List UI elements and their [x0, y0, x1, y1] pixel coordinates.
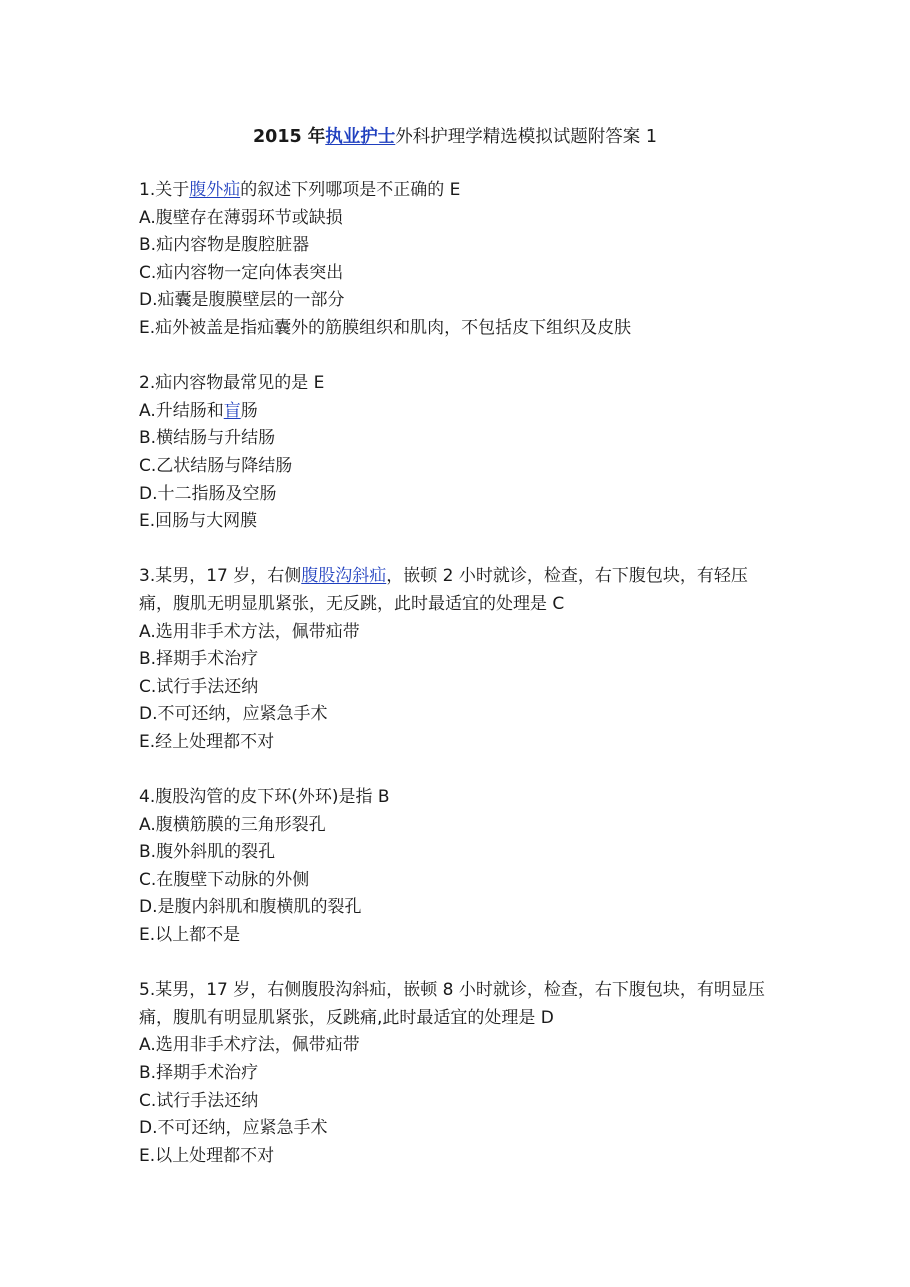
option-c: C.乙状结肠与降结肠	[139, 455, 293, 476]
option-c: C.在腹壁下动脉的外侧	[139, 869, 310, 890]
question-1-stem-post: 的叙述下列哪项是不正确的 E	[240, 180, 461, 200]
question-3-stem-post: ，嵌顿 2 小时就诊，检查，右下腹包块，有轻压痛，腹肌无明显肌紧张，无反跳，此时最适宜的处理是 C	[139, 566, 748, 614]
option-a	[139, 398, 779, 426]
question-5-stem: 5.某男，17 岁，右侧腹股沟斜疝，嵌顿 8 小时就诊，检查，右下腹包块，有明显压痛，腹肌有明显肌紧张，反跳痛,此时最适宜的处理是 D	[139, 980, 765, 1028]
option-e: E.回肠与大网膜	[139, 511, 258, 532]
option-b: B.横结肠与升结肠	[139, 428, 276, 449]
option-b: B.疝内容物是腹腔脏器	[139, 235, 310, 256]
option-d: D.不可还纳，应紧急手术	[139, 704, 328, 725]
option-a: A.腹横筋膜的三角形裂孔	[139, 814, 326, 835]
document-title	[0, 124, 910, 150]
option-d: D.是腹内斜肌和腹横肌的裂孔	[139, 897, 362, 918]
title-rest: 外科护理学精选模拟试题附答案 1	[395, 127, 657, 147]
option-d: D.不可还纳，应紧急手术	[139, 1118, 328, 1139]
question-1-stem	[139, 177, 779, 205]
question-4	[139, 784, 779, 950]
option-a: A.腹壁存在薄弱环节或缺损	[139, 207, 343, 228]
question-2-stem: 2.疝内容物最常见的是 E	[139, 373, 325, 394]
option-e: E.经上处理都不对	[139, 731, 275, 752]
option-b: B.择期手术治疗	[139, 649, 259, 670]
option-e: E.以上都不是	[139, 925, 241, 946]
option-a-post: 肠	[240, 400, 258, 421]
title-year: 2015 年	[252, 127, 326, 147]
option-d: D.十二指肠及空肠	[139, 483, 277, 504]
question-5	[139, 977, 779, 1170]
link-cecum[interactable]: 盲	[223, 400, 241, 421]
question-3	[139, 563, 779, 756]
link-abdominal-hernia[interactable]: 腹外疝	[189, 180, 241, 200]
option-b: B.腹外斜肌的裂孔	[139, 842, 276, 863]
option-a: A.选用非手术疗法，佩带疝带	[139, 1035, 360, 1056]
question-3-stem	[139, 563, 779, 618]
question-2	[139, 370, 779, 536]
option-d: D.疝囊是腹膜壁层的一部分	[139, 290, 345, 311]
option-a: A.选用非手术方法，佩带疝带	[139, 621, 360, 642]
option-c: C.疝内容物一定向体表突出	[139, 262, 344, 283]
option-e: E.以上处理都不对	[139, 1145, 275, 1166]
title-link-license-nurse[interactable]: 执业护士	[325, 127, 396, 147]
option-a-pre: A.升结肠和	[139, 400, 224, 421]
link-inguinal-hernia[interactable]: 腹股沟斜疝	[301, 566, 387, 587]
question-4-stem: 4.腹股沟管的皮下环(外环)是指 B	[139, 787, 390, 808]
question-list	[139, 177, 779, 1198]
question-3-stem-pre: 3.某男，17 岁，右侧	[139, 566, 302, 587]
question-1	[139, 177, 779, 343]
option-c: C.试行手法还纳	[139, 676, 259, 697]
question-1-stem-pre: 1.关于	[139, 180, 190, 200]
option-e: E.疝外被盖是指疝囊外的筋膜组织和肌肉，不包括皮下组织及皮肤	[139, 317, 632, 338]
option-b: B.择期手术治疗	[139, 1063, 259, 1083]
option-c: C.试行手法还纳	[139, 1090, 259, 1111]
